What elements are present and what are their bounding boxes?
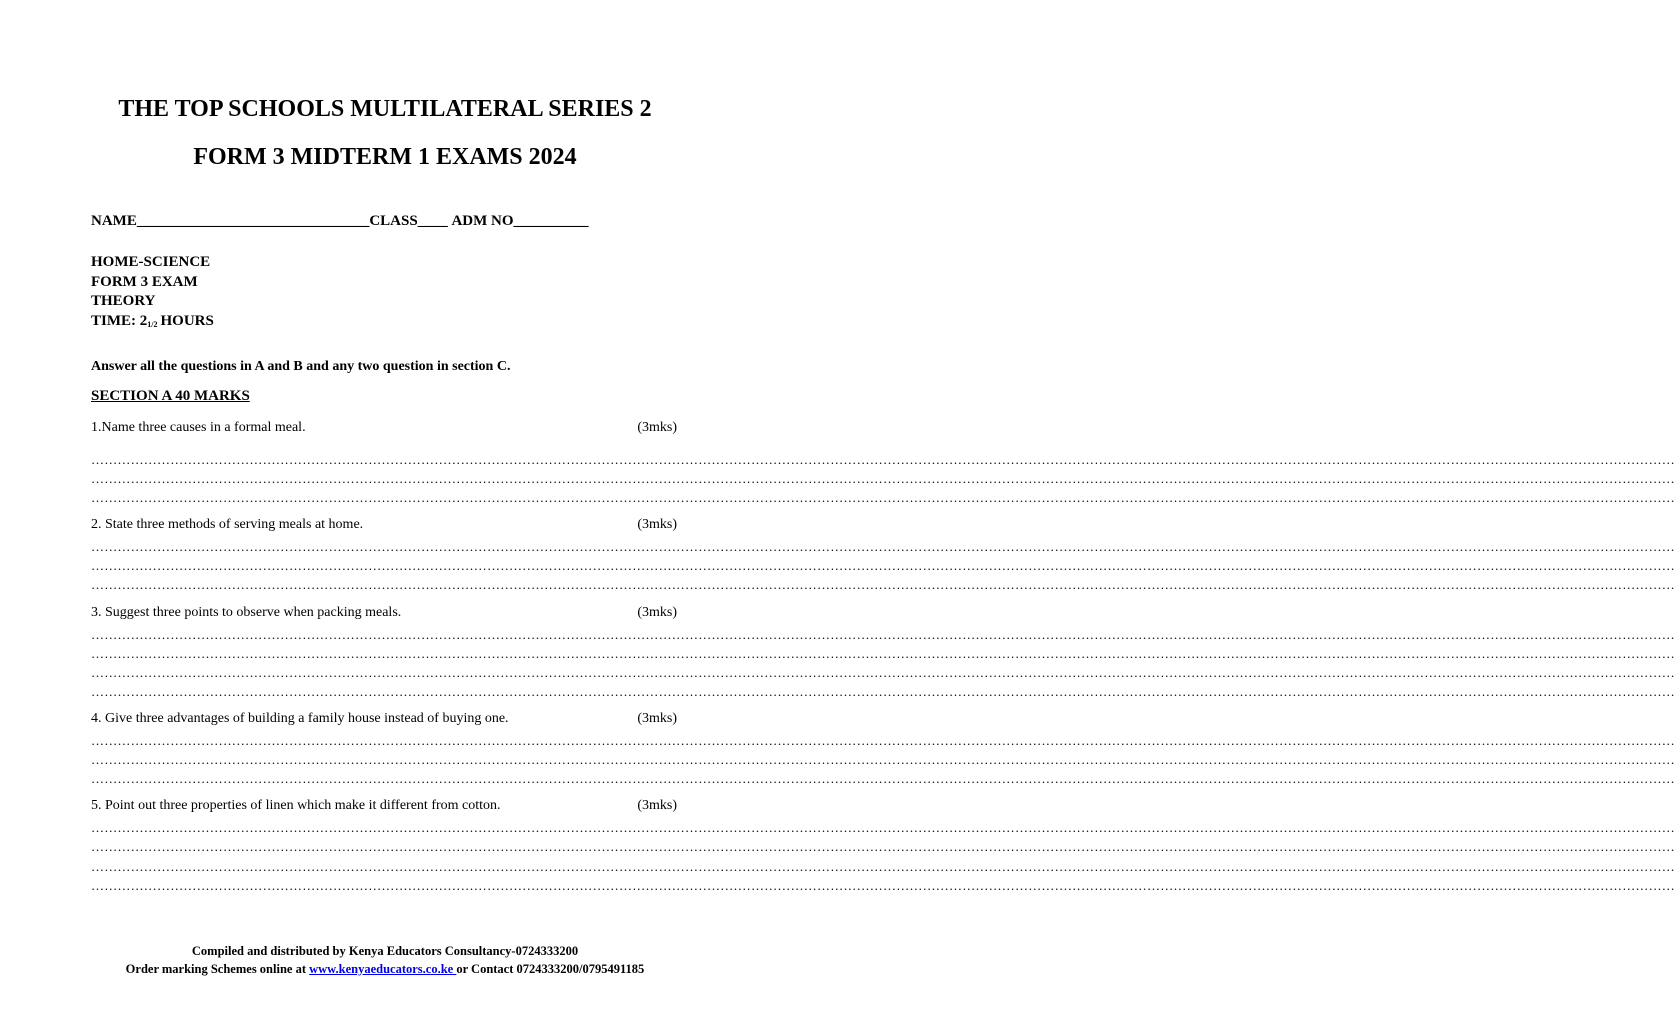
answer-line[interactable]: ……………………………………………………………………………………………………………………………………………………………………………………………………………………………………………………………………………………………………………………………… (91, 539, 1675, 554)
answer-line[interactable]: ……………………………………………………………………………………………………………………………………………………………………………………………………………………………………………………………………………………………………………………………… (91, 752, 1675, 767)
question-text: 1.Name three causes in a formal meal. (91, 420, 306, 435)
answer-line[interactable]: ……………………………………………………………………………………………………………………………………………………………………………………………………………………………………………………………………………………………………………………………… (91, 627, 1675, 642)
question-marks: (3mks) (637, 517, 677, 532)
exam-title: FORM 3 MIDTERM 1 EXAMS 2024 (193, 144, 577, 170)
answer-line[interactable]: ……………………………………………………………………………………………………………………………………………………………………………………………………………………………………………………………………………………………………………………………… (91, 839, 1675, 854)
time-fraction: 1/2 (147, 320, 158, 329)
answer-line[interactable]: ……………………………………………………………………………………………………………………………………………………………………………………………………………………………………………………………………………………………………………………………… (91, 820, 1675, 835)
answer-line[interactable]: ……………………………………………………………………………………………………………………………………………………………………………………………………………………………………………………………………………………………………………………………… (91, 577, 1675, 592)
question-text: 4. Give three advantages of building a family house instead of buying one. (91, 711, 509, 726)
form-label: FORM 3 EXAM (91, 274, 198, 290)
question-marks: (3mks) (637, 798, 677, 813)
answer-line[interactable]: ……………………………………………………………………………………………………………………………………………………………………………………………………………………………………………………………………………………………………………………………… (91, 878, 1675, 893)
question-marks: (3mks) (637, 605, 677, 620)
time-prefix: TIME: 2 (91, 313, 148, 329)
answer-line[interactable]: ……………………………………………………………………………………………………………………………………………………………………………………………………………………………………………………………………………………………………………………………… (91, 684, 1675, 699)
answer-line[interactable]: ……………………………………………………………………………………………………………………………………………………………………………………………………………………………………………………………………………………………………………………………… (91, 771, 1675, 786)
answer-line[interactable]: ……………………………………………………………………………………………………………………………………………………………………………………………………………………………………………………………………………………………………………………………… (91, 646, 1675, 661)
question-marks: (3mks) (637, 711, 677, 726)
answer-line[interactable]: ……………………………………………………………………………………………………………………………………………………………………………………………………………………………………………………………………………………………………………………………… (91, 452, 1675, 467)
class-blank[interactable]: ____ (417, 213, 448, 229)
footer-contact: or Contact 0724333200/0795491185 (456, 962, 645, 976)
adm-label: ADM NO (451, 213, 514, 229)
name-label: NAME (91, 213, 137, 229)
exam-series-title: THE TOP SCHOOLS MULTILATERAL SERIES 2 (118, 96, 652, 122)
class-label: CLASS (369, 213, 418, 229)
subject-label: HOME-SCIENCE (91, 254, 211, 270)
question-text: 5. Point out three properties of linen which make it different from cotton. (91, 798, 501, 813)
answer-line[interactable]: ……………………………………………………………………………………………………………………………………………………………………………………………………………………………………………………………………………………………………………………………… (91, 859, 1675, 874)
time-suffix: HOURS (160, 313, 214, 329)
question-marks: (3mks) (637, 420, 677, 435)
answer-line[interactable]: ……………………………………………………………………………………………………………………………………………………………………………………………………………………………………………………………………………………………………………………………… (91, 471, 1675, 486)
section-a-heading: SECTION A 40 MARKS (91, 388, 250, 404)
kenyaeducators-link[interactable]: www.kenyaeducators.co.ke (309, 962, 457, 976)
time-label (91, 311, 214, 335)
footer-order-line (0, 962, 770, 977)
answer-line[interactable]: ……………………………………………………………………………………………………………………………………………………………………………………………………………………………………………………………………………………………………………………………… (91, 733, 1675, 748)
instructions: Answer all the questions in A and B and any two question in section C. (91, 359, 511, 374)
name-blank[interactable]: _______________________________ (136, 213, 370, 229)
question-text: 3. Suggest three points to observe when packing meals. (91, 605, 402, 620)
adm-blank[interactable]: __________ (513, 213, 589, 229)
footer-credit: Compiled and distributed by Kenya Educators Consultancy-0724333200 (191, 944, 579, 958)
answer-line[interactable]: ……………………………………………………………………………………………………………………………………………………………………………………………………………………………………………………………………………………………………………………………… (91, 490, 1675, 505)
student-details-line (91, 213, 589, 230)
answer-line[interactable]: ……………………………………………………………………………………………………………………………………………………………………………………………………………………………………………………………………………………………………………………………… (91, 665, 1675, 680)
answer-line[interactable]: ……………………………………………………………………………………………………………………………………………………………………………………………………………………………………………………………………………………………………………………………… (91, 558, 1675, 573)
paper-label: THEORY (91, 293, 156, 309)
footer-order-prefix: Order marking Schemes online at (125, 962, 310, 976)
question-text: 2. State three methods of serving meals at home. (91, 517, 364, 532)
